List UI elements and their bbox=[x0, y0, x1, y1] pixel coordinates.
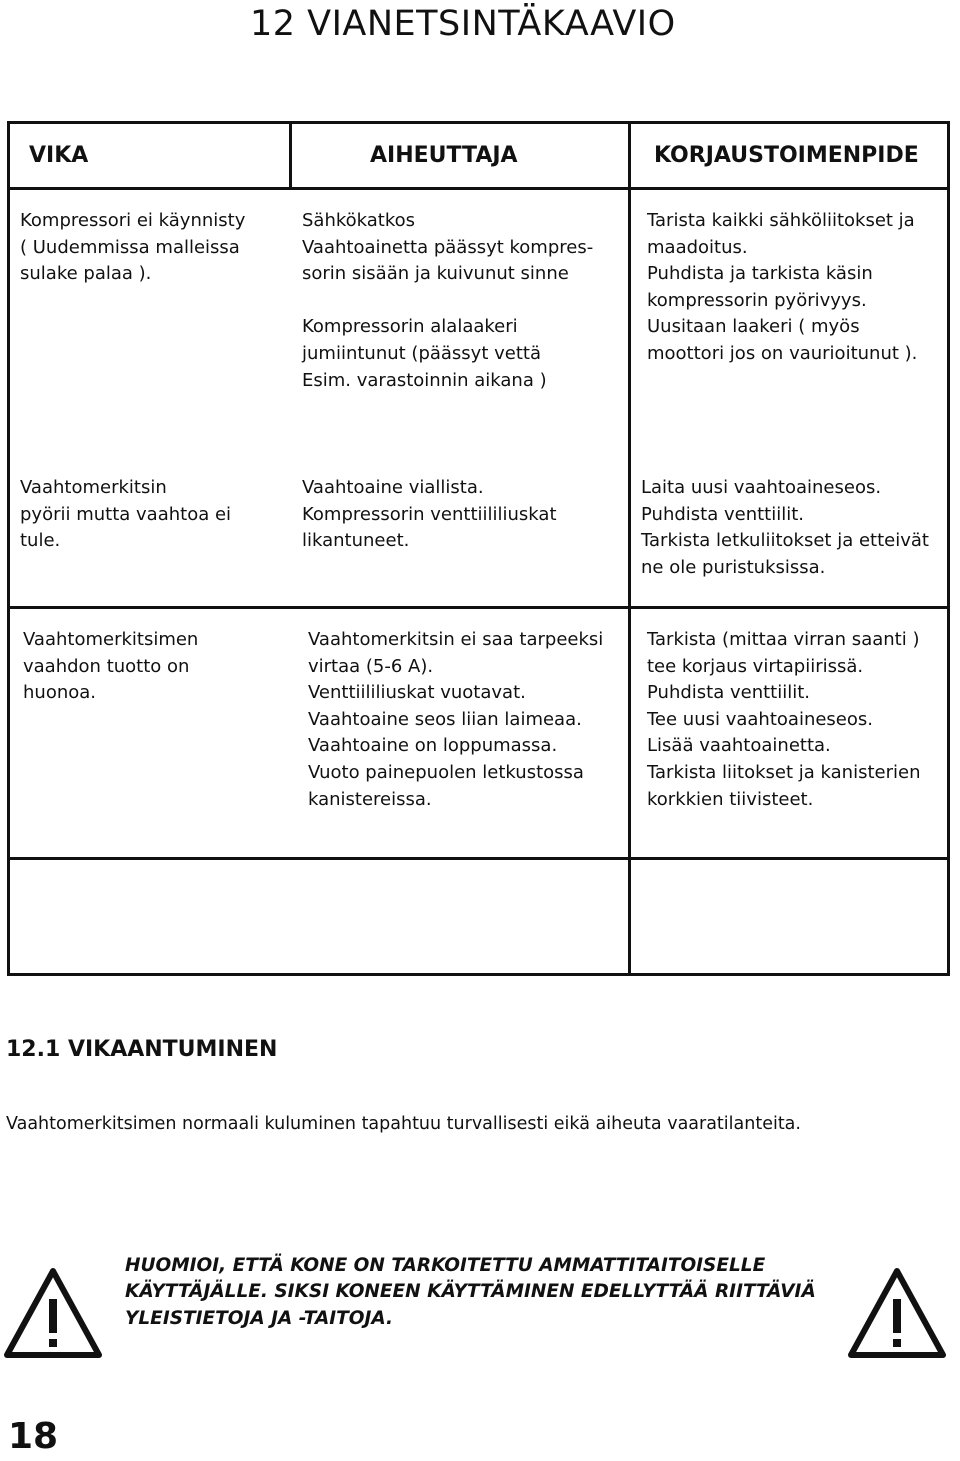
section-heading: 12.1 VIKAANTUMINEN bbox=[6, 1037, 278, 1062]
row2-aiheuttaja: Vaahtoaine viallista. Kompressorin venttiililiuskat likantuneet. bbox=[302, 477, 557, 552]
page-number: 18 bbox=[8, 1416, 59, 1457]
troubleshooting-table bbox=[7, 121, 950, 976]
page-title: 12 VIANETSINTÄKAAVIO bbox=[250, 4, 676, 44]
warning-triangle-icon bbox=[846, 1265, 948, 1361]
row1-aiheuttaja: Sähkökatkos Vaahtoainetta päässyt kompres- sorin sisään ja kuivunut sinne Kompressorin alalaakeri jumiintunut (päässyt vettä Esim. varastoinnin aikana ) bbox=[302, 210, 594, 391]
header-vika: VIKA bbox=[29, 143, 89, 168]
row2-vika: Vaahtomerkitsin pyörii mutta vaahtoa ei tule. bbox=[20, 477, 232, 552]
column-divider bbox=[628, 124, 631, 190]
warning-triangle-icon bbox=[2, 1265, 104, 1361]
column-divider bbox=[289, 124, 292, 190]
header-korjaustoimenpide: KORJAUSTOIMENPIDE bbox=[654, 143, 919, 168]
row1-korjaus: Tarista kaikki sähköliitokset ja maadoitus. Puhdista ja tarkista käsin kompressorin pyörivyys. Uusitaan laakeri ( myös moottori jos on vaurioitunut ). bbox=[647, 210, 918, 364]
row1-vika: Kompressori ei käynnisty ( Uudemmissa malleissa sulake palaa ). bbox=[20, 210, 246, 285]
warning-text: HUOMIOI, ETTÄ KONE ON TARKOITETTU AMMATTITAITOISELLE KÄYTTÄJÄLLE. SIKSI KONEEN KÄYTTÄMINEN EDELLYTTÄÄ RIITTÄVIÄ YLEISTIETOJA JA -TAITOJA. bbox=[125, 1255, 816, 1329]
row3-korjaus: Tarkista (mittaa virran saanti ) tee korjaus virtapiirissä. Puhdista venttiilit. Tee uusi vaahtoaineseos. Lisää vaahtoainetta. Tarkista liitokset ja kanisterien korkkien tiivisteet. bbox=[647, 629, 921, 810]
row2-korjaus: Laita uusi vaahtoaineseos. Puhdista venttiilit. Tarkista letkuliitokset ja etteivät ne ole puristuksissa. bbox=[641, 477, 929, 578]
row-divider bbox=[10, 857, 947, 860]
row-divider bbox=[10, 606, 947, 609]
row3-aiheuttaja: Vaahtomerkitsin ei saa tarpeeksi virtaa (5-6 A). Venttiililiuskat vuotavat. Vaahtoaine seos liian laimeaa. Vaahtoaine on loppumassa. Vuoto painepuolen letkustossa kanistereissa. bbox=[308, 629, 604, 810]
row-divider bbox=[10, 187, 947, 190]
header-aiheuttaja: AIHEUTTAJA bbox=[370, 143, 518, 168]
row3-vika: Vaahtomerkitsimen vaahdon tuotto on huonoa. bbox=[23, 629, 199, 704]
section-text: Vaahtomerkitsimen normaali kuluminen tapahtuu turvallisesti eikä aiheuta vaaratilanteita. bbox=[6, 1114, 801, 1134]
